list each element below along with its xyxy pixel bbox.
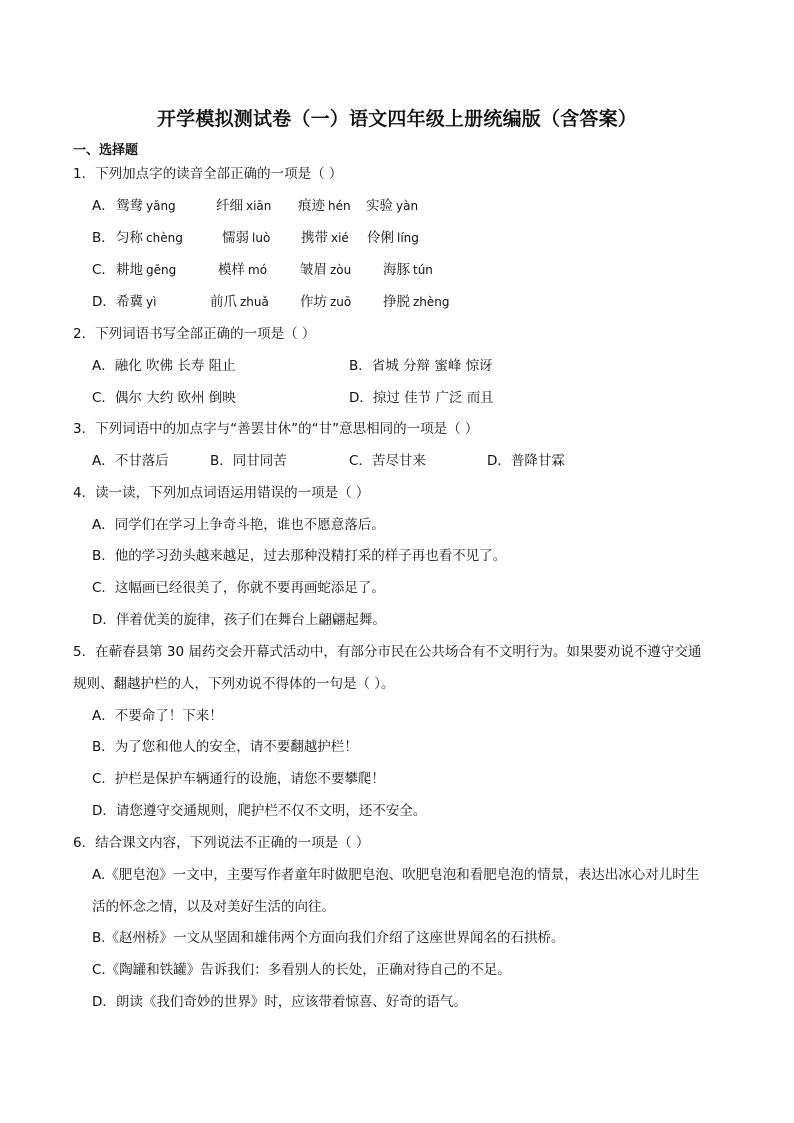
- question-3-option-b[interactable]: B．同甘同苦: [210, 453, 287, 469]
- question-1-option-b[interactable]: B． 匀称 chèng 懦弱 luò 携带 xié 伶俐 líng: [92, 230, 419, 246]
- question-4-option-d[interactable]: D．伴着优美的旋律，孩子们在舞台上翩翩起舞。: [92, 612, 386, 628]
- question-4-option-b[interactable]: B．他的学习劲头越来越足，过去那种没精打采的样子再也看不见了。: [92, 548, 507, 564]
- question-3-option-d[interactable]: D．普降甘霖: [487, 453, 565, 469]
- question-5-stem-line-1: 5．在蕲春县第 30 届药交会开幕式活动中，有部分市民在公共场合有不文明行为。如果要劝说不遵守交通: [73, 644, 702, 660]
- question-3-option-c[interactable]: C．苦尽甘来: [349, 453, 426, 469]
- question-4-option-c[interactable]: C．这幅画已经很美了，你就不要再画蛇添足了。: [92, 580, 385, 596]
- question-3-option-a[interactable]: A．不甘落后: [92, 453, 169, 469]
- section-heading: 一、选择题: [73, 143, 139, 158]
- question-6-option-a-line-1[interactable]: A.《肥皂泡》一文中，主要写作者童年时做肥皂泡、吹肥皂泡和看肥皂泡的情景，表达出冰心对儿时生: [92, 867, 700, 883]
- question-6-option-b[interactable]: B.《赵州桥》一文从坚固和雄伟两个方面向我们介绍了这座世界闻名的石拱桥。: [92, 930, 565, 946]
- question-2-option-b[interactable]: B．省城 分辩 蜜峰 惊讶: [349, 358, 493, 374]
- question-4-stem: 4．读一读，下列加点词语运用错误的一项是（ ）: [73, 485, 370, 501]
- question-2-option-a[interactable]: A．融化 吹佛 长寿 阻止: [92, 358, 236, 374]
- question-1-option-c[interactable]: C． 耕地 gēng 模样 mó 皱眉 zòu 海豚 tún: [92, 262, 433, 278]
- question-5-stem-line-2: 规则、翻越护栏的人，下列劝说不得体的一句是（ ）。: [73, 676, 395, 692]
- question-5-option-c[interactable]: C．护栏是保护车辆通行的设施，请您不要攀爬！: [92, 771, 385, 787]
- question-1-option-a[interactable]: A． 鸳鸯 yāng 纤细 xiān 痕迹 hén 实验 yàn: [92, 198, 419, 214]
- question-5-option-d[interactable]: D．请您遵守交通规则，爬护栏不仅不文明，还不安全。: [92, 803, 427, 819]
- question-6-stem: 6．结合课文内容，下列说法不正确的一项是（ ）: [73, 835, 370, 851]
- question-3-stem: 3．下列词语中的加点字与“善罢甘休”的“甘”意思相同的一项是（ ）: [73, 421, 479, 437]
- question-5-option-a[interactable]: A．不要命了！下来！: [92, 708, 223, 724]
- question-6-option-d[interactable]: D．朗读《我们奇妙的世界》时，应该带着惊喜、好奇的语气。: [92, 994, 467, 1010]
- page-title: 开学模拟测试卷（一）语文四年级上册统编版（含答案）: [156, 108, 637, 130]
- question-4-option-a[interactable]: A．同学们在学习上争奇斗艳，谁也不愿意落后。: [92, 517, 385, 533]
- question-6-option-a-line-2[interactable]: 活的怀念之情，以及对美好生活的向往。: [92, 899, 335, 915]
- question-5-option-b[interactable]: B．为了您和他人的安全，请不要翻越护栏！: [92, 739, 358, 755]
- question-6-option-c[interactable]: C.《陶罐和铁罐》告诉我们：多看别人的长处，正确对待自己的不足。: [92, 962, 511, 978]
- question-2-option-d[interactable]: D．掠过 佳节 广泛 而且: [349, 390, 494, 406]
- question-2-stem: 2．下列词语书写全部正确的一项是（ ）: [73, 326, 316, 342]
- question-2-option-c[interactable]: C．偶尔 大约 欧州 倒映: [92, 390, 236, 406]
- question-1-option-d[interactable]: D． 希冀 yì 前爪 zhuǎ 作坊 zuō 挣脱 zhèng: [92, 294, 450, 310]
- question-1-stem: 1．下列加点字的读音全部正确的一项是（ ）: [73, 166, 343, 182]
